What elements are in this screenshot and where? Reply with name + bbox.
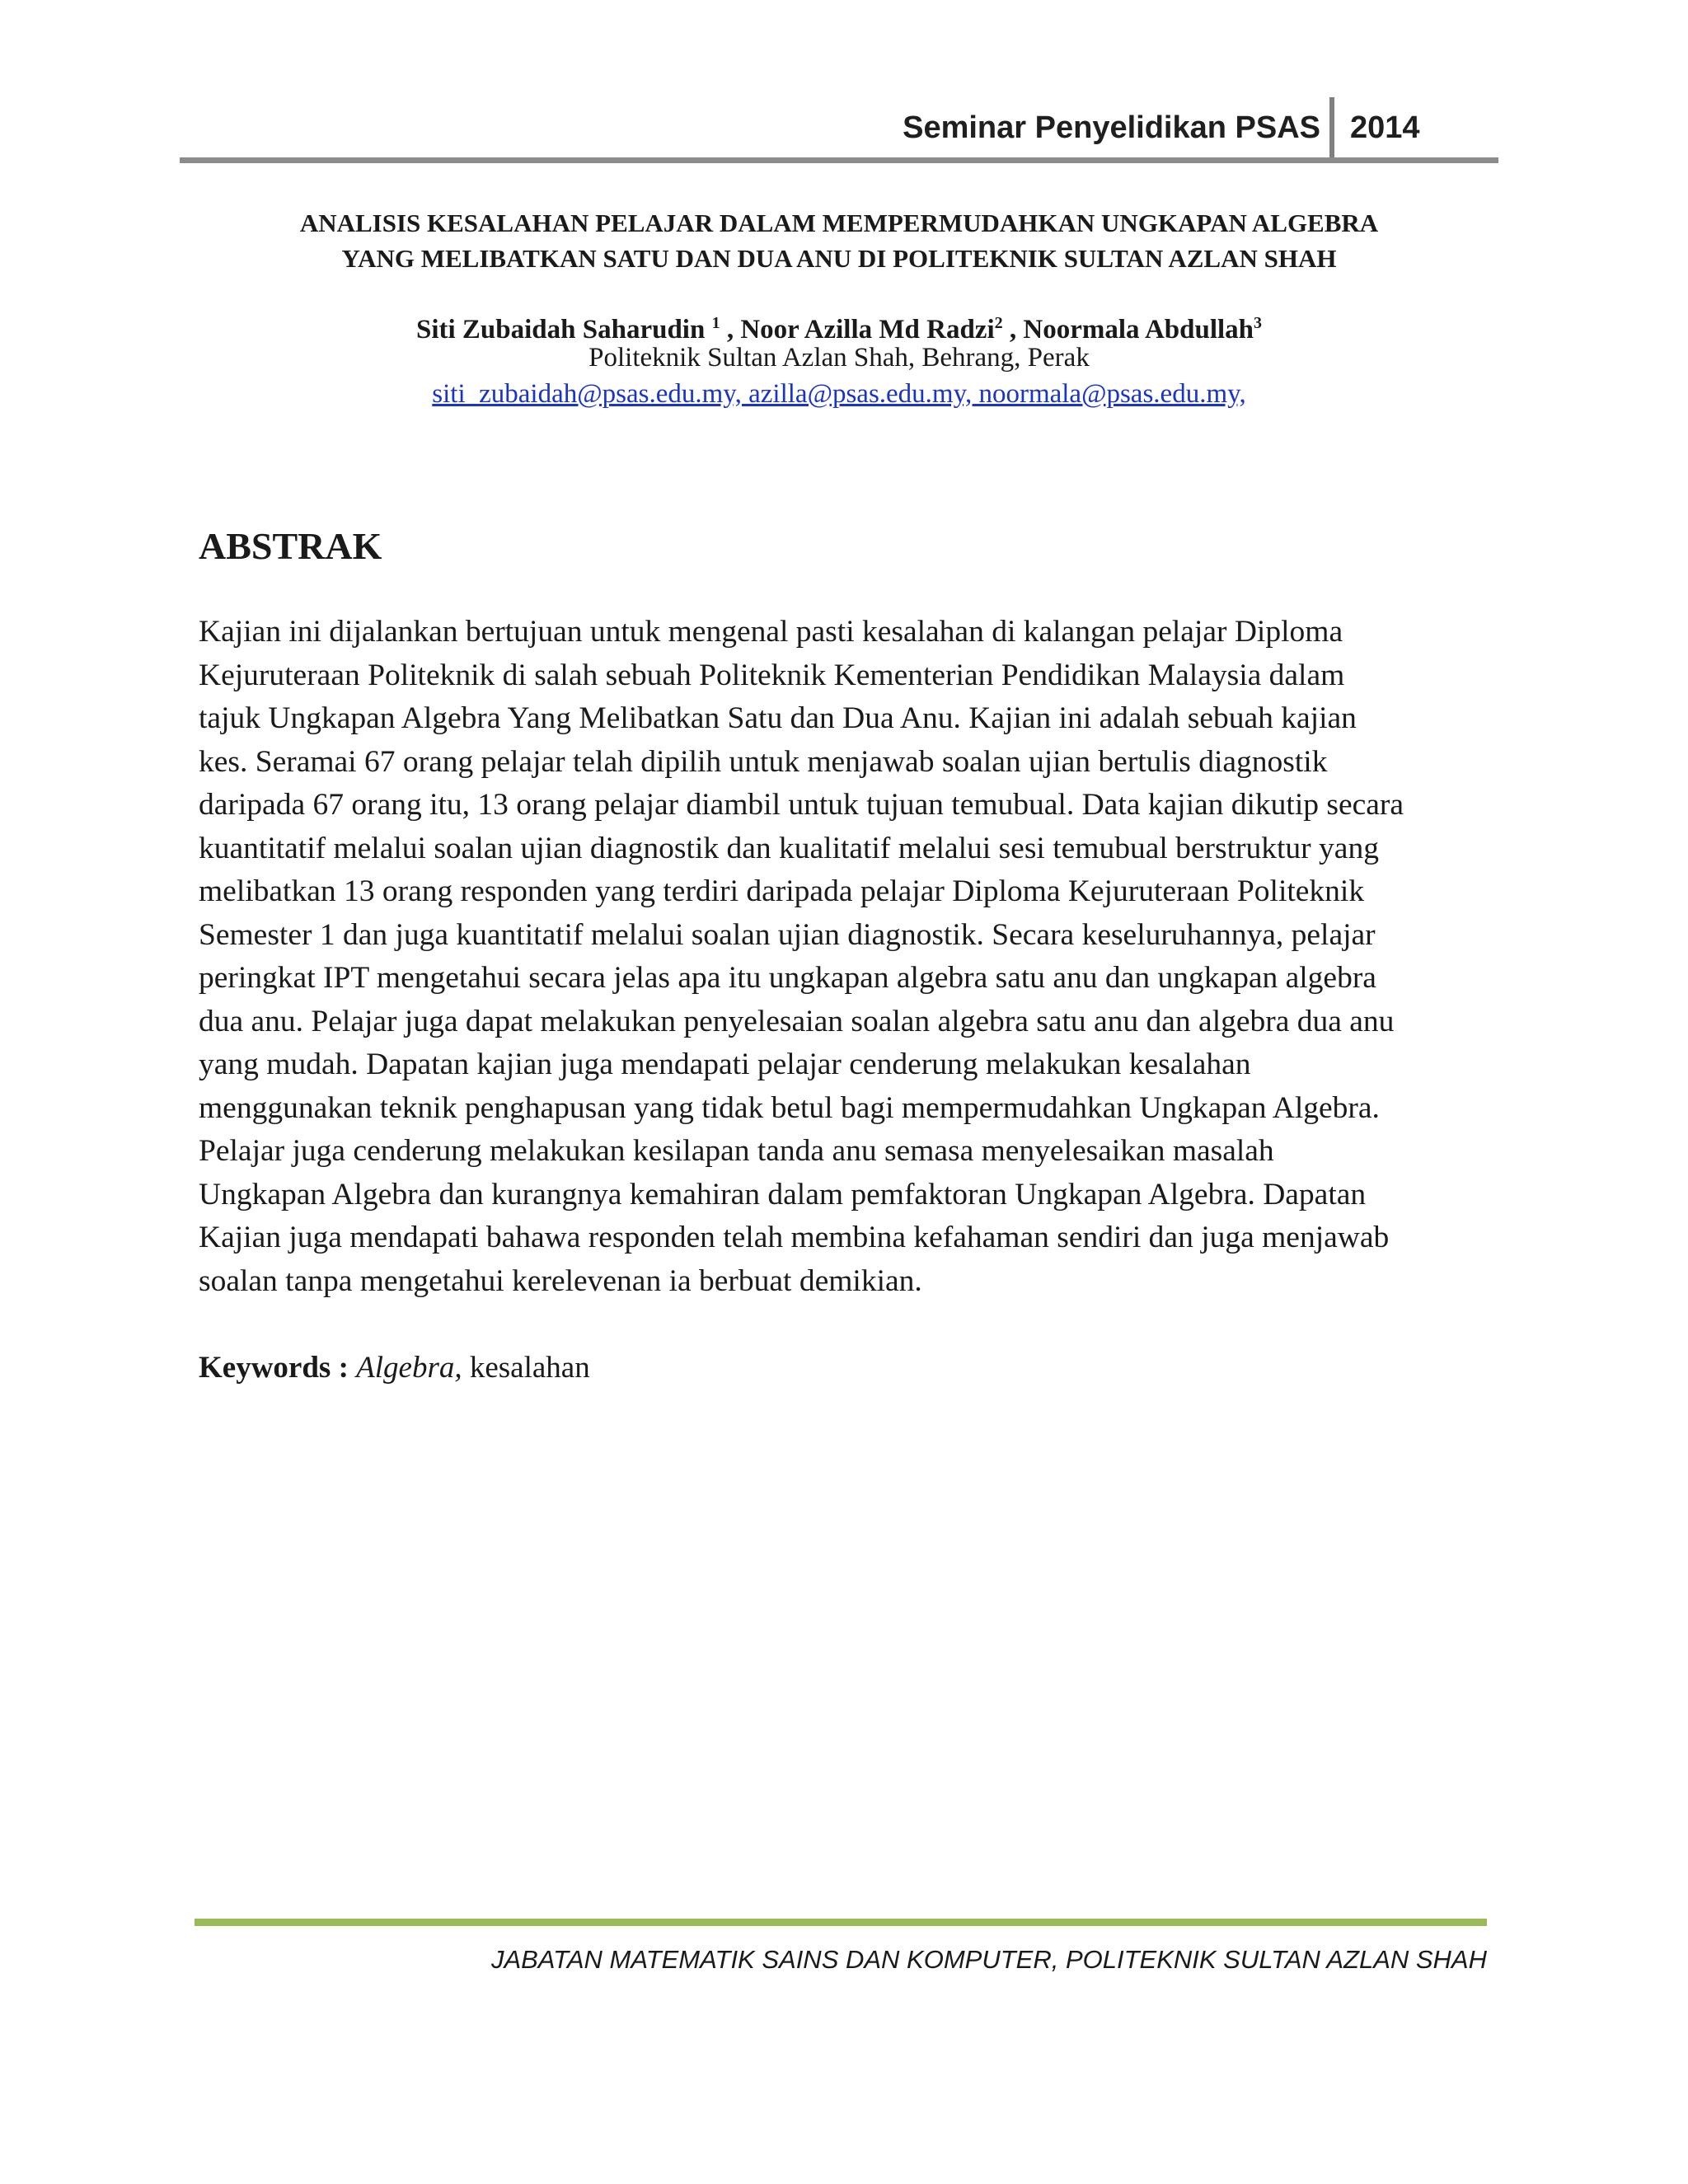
abstract-line: yang mudah. Dapatan kajian juga mendapati pelajar cenderung melakukan kesalahan (199, 1047, 1251, 1081)
paper-title (180, 205, 1498, 276)
abstract-line: tajuk Ungkapan Algebra Yang Melibatkan Satu dan Dua Anu. Kajian ini adalah sebuah kajian (199, 701, 1357, 735)
abstract-line: Kajian juga mendapati bahawa responden telah membina kefahaman sendiri dan juga menjawab (199, 1221, 1390, 1254)
keywords-line (199, 1348, 590, 1388)
keyword-italic: Algebra, (356, 1351, 462, 1385)
abstract-heading: ABSTRAK (199, 525, 382, 567)
paper-title-line-2: YANG MELIBATKAN SATU DAN DUA ANU DI POLITEKNIK SULTAN AZLAN SHAH (341, 244, 1337, 273)
keyword: kesalahan (469, 1351, 590, 1385)
running-header-series: Seminar Penyelidikan PSAS (903, 110, 1320, 145)
running-footer: JABATAN MATEMATIK SAINS DAN KOMPUTER, POLITEKNIK SULTAN AZLAN SHAH (490, 1945, 1487, 1974)
abstract-line: Ungkapan Algebra dan kurangnya kemahiran dalam pemfaktoran Ungkapan Algebra. Dapatan (199, 1177, 1367, 1212)
abstract-line: daripada 67 orang itu, 13 orang pelajar diambil untuk tujuan temubual. Data kajian dikutip secara (199, 788, 1404, 822)
abstract-line: melibatkan 13 orang responden yang terdiri daripada pelajar Diploma Kejuruteraan Politeknik (199, 874, 1365, 908)
abstract-line: soalan tanpa mengetahui kerelevenan ia berbuat demikian. (199, 1263, 922, 1298)
abstract-line: kuantitatif melalui soalan ujian diagnostik dan kualitatif melalui sesi temubual berstruktur yang (199, 831, 1379, 865)
abstract-line: dua anu. Pelajar juga dapat melakukan penyelesaian soalan algebra satu anu dan algebra dua anu (199, 1004, 1395, 1038)
author-name: Noor Azilla Md Radzi (740, 315, 995, 344)
author-email-links[interactable]: siti_zubaidah@psas.edu.my, azilla@psas.edu.my, noormala@psas.edu.my, (432, 379, 1246, 409)
author-affiliation: Politeknik Sultan Azlan Shah, Behrang, Perak (588, 343, 1090, 373)
running-header-year: 2014 (1350, 110, 1420, 145)
abstract-line: peringkat IPT mengetahui secara jelas apa itu ungkapan algebra satu anu dan ungkapan algebra (199, 961, 1376, 995)
author-list: Siti Zubaidah Saharudin $^1$ , Noor Azilla Md Radzi$^2$ , Noormala Abdullah$^3$ (415, 314, 1263, 344)
keywords-label: Keywords : (199, 1351, 349, 1385)
footer-rule (195, 1919, 1487, 1926)
author-name: Siti Zubaidah Saharudin (415, 315, 706, 344)
abstract-line: Kejuruteraan Politeknik di salah sebuah Politeknik Kementerian Pendidikan Malaysia dalam (199, 658, 1345, 692)
abstract-line: Kajian ini dijalankan bertujuan untuk mengenal pasti kesalahan di kalangan pelajar Diploma (199, 615, 1343, 649)
author-name: Noormala Abdullah (1023, 315, 1254, 344)
abstract-line: menggunakan teknik penghapusan yang tidak betul bagi mempermudahkan Ungkapan Algebra. (199, 1090, 1380, 1125)
abstract-line: kes. Seramai 67 orang pelajar telah dipilih untuk menjawab soalan ujian bertulis diagnostik (199, 744, 1328, 779)
author-affiliation-mark: 3 (1254, 314, 1263, 332)
paper-title-line-1: ANALISIS KESALAHAN PELAJAR DALAM MEMPERMUDAHKAN UNGKAPAN ALGEBRA (299, 209, 1379, 237)
abstract-body (199, 611, 1517, 1303)
header-rule (180, 157, 1498, 163)
header-divider (1329, 97, 1334, 160)
abstract-line: Semester 1 dan juga kuantitatif melalui soalan ujian diagnostik. Secara keseluruhannya, pelajar (199, 917, 1376, 952)
abstract-line: Pelajar juga cenderung melakukan kesilapan tanda anu semasa menyelesaikan masalah (199, 1134, 1274, 1168)
author-affiliation-mark: 1 (711, 314, 720, 332)
author-affiliation-mark: 2 (994, 314, 1003, 332)
